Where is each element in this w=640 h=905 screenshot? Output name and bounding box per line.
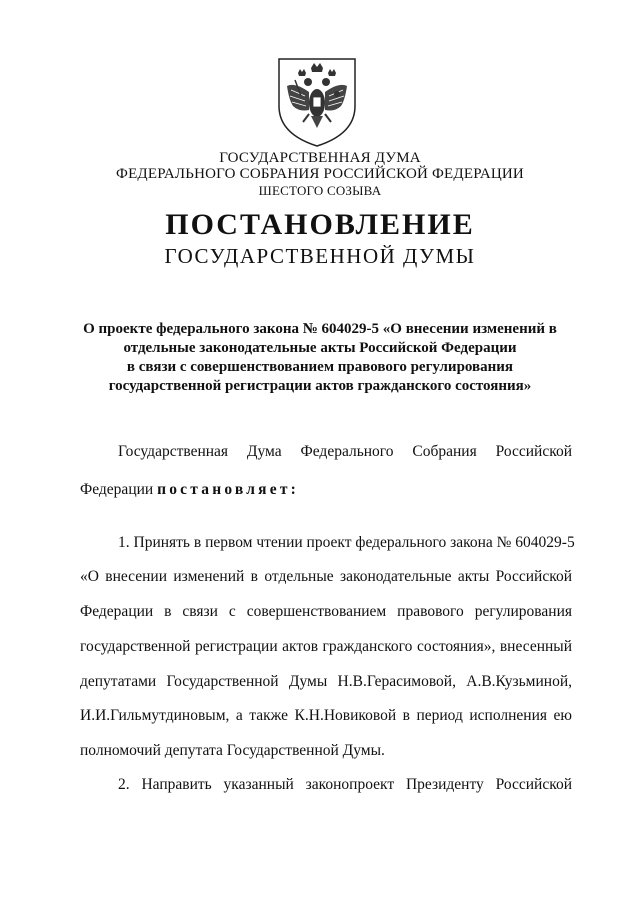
paragraph-1-line: «О внесении изменений в отдельные законодательные акты Российской — [80, 568, 572, 585]
paragraph-1-line: 1. Принять в первом чтении проект федерального закона № 604029-5 — [118, 534, 575, 551]
paragraph-2-line: 2. Направить указанный законопроект Президенту Российской — [118, 776, 572, 793]
header-convocation: ШЕСТОГО СОЗЫВА — [258, 183, 382, 198]
intro-line-1: Государственная Дума Федерального Собрания Российской — [118, 443, 572, 460]
header-duma: ГОСУДАРСТВЕННАЯ ДУМА — [219, 150, 421, 166]
subject-line: государственной регистрации актов гражданского состояния» — [108, 378, 532, 394]
subject-line: О проекте федерального закона № 604029-5 «О внесении изменений в — [83, 321, 557, 337]
header-federal-assembly: ФЕДЕРАЛЬНОГО СОБРАНИЯ РОССИЙСКОЙ ФЕДЕРАЦИИ — [116, 166, 524, 182]
paragraph-1-line: И.И.Гильмутдиновым, а также К.Н.Новиковой в период исполнения ею — [80, 707, 572, 724]
state-emblem — [275, 56, 359, 148]
document-title: ПОСТАНОВЛЕНИЕ — [165, 208, 475, 241]
document-subtitle: ГОСУДАРСТВЕННОЙ ДУМЫ — [164, 244, 476, 268]
intro-resolves: постановляет: — [157, 481, 299, 498]
subject-line: в связи с совершенствованием правового регулирования — [126, 359, 514, 375]
paragraph-1-line: полномочий депутата Государственной Думы. — [80, 742, 385, 759]
paragraph-1-line: депутатами Государственной Думы Н.В.Герасимовой, А.В.Кузьминой, — [80, 673, 572, 690]
resolution-subject — [60, 320, 580, 396]
paragraph-1-line: государственной регистрации актов гражданского состояния», внесенный — [80, 638, 572, 655]
subject-line: отдельные законодательные акты Российской Федерации — [123, 340, 517, 356]
intro-federation: Федерации — [80, 481, 158, 498]
paragraph-1-line: Федерации в связи с совершенствованием правового регулирования — [80, 603, 572, 620]
intro-line-2 — [80, 482, 572, 498]
